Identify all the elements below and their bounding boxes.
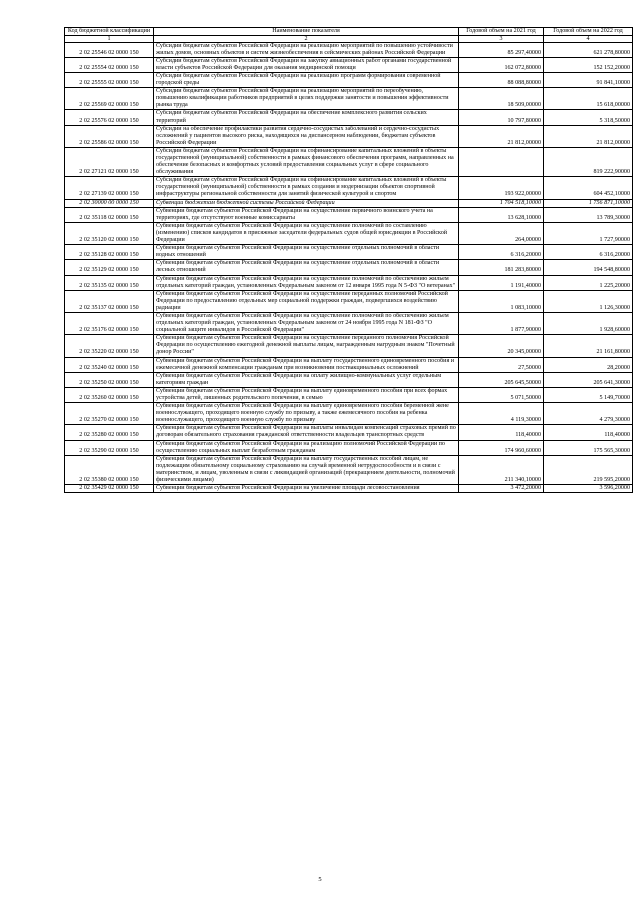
row-code: 2 02 27139 02 0000 150 <box>65 177 154 199</box>
row-name: Субвенции бюджетам субъектов Российской Федерации на осуществление отдельных полномочий в области водных отношений <box>154 245 459 260</box>
row-code: 2 02 25555 02 0000 150 <box>65 72 154 87</box>
value-2021: 1 083,10000 <box>459 290 544 312</box>
table-row <box>65 222 633 244</box>
value-2021: 118,40000 <box>459 425 544 440</box>
value-2021: 264,00000 <box>459 222 544 244</box>
row-name: Субвенции бюджетам субъектов Российской Федерации на осуществление полномочий по обеспечению жильем отдельных категорий граждан, установленных Федеральным законом от 12 января 1995 года N 5-ФЗ "О ветеранах" <box>154 275 459 290</box>
column-index: 2 <box>154 35 459 42</box>
value-2021: 174 960,60000 <box>459 440 544 455</box>
value-2021: 211 340,10000 <box>459 455 544 484</box>
value-2022: 5 318,50000 <box>544 110 633 125</box>
table-row <box>65 425 633 440</box>
value-2021 <box>459 147 544 176</box>
row-name: Субсидии бюджетам субъектов Российской Федерации на закупку авиационных работ органами государственной власти субъектов Российской Федерации для оказания медицинской помощи <box>154 57 459 72</box>
row-name: Субвенции бюджетам субъектов Российской Федерации на увеличение площади лесовосстановления <box>154 485 459 493</box>
row-name: Субвенции бюджетам субъектов Российской Федерации на осуществление отдельных полномочий в области лесных отношений <box>154 260 459 275</box>
page-number: 5 <box>318 876 322 883</box>
value-2021: 10 797,80000 <box>459 110 544 125</box>
row-code: 2 02 25569 02 0000 150 <box>65 88 154 110</box>
value-2022: 28,20000 <box>544 357 633 372</box>
table-row <box>65 440 633 455</box>
table-row <box>65 290 633 312</box>
table-row <box>65 147 633 176</box>
value-2021: 27,50000 <box>459 357 544 372</box>
row-name: Субсидии бюджетам субъектов Российской Федерации на софинансирование капитальных вложений в объекты государственной (муниципальной) собственности в рамках финансового обеспечения программ, направленных на обеспечение безопасных и комфортных условий предоставления социальных услуг в сфере социального обслуживания <box>154 147 459 176</box>
row-name: Субсидии бюджетам субъектов Российской Федерации на софинансирование капитальных вложений в объекты государственной (муниципальной) собственности в рамках создания и модернизации объектов спортивной инфраструктуры региональной собственности для занятий физической культурой и спортом <box>154 177 459 199</box>
table-row <box>65 485 633 493</box>
value-2022: 1 756 871,10000 <box>544 199 633 207</box>
value-2022: 91 841,10000 <box>544 72 633 87</box>
value-2022: 205 641,30000 <box>544 372 633 387</box>
table-row <box>65 372 633 387</box>
row-code: 2 02 35240 02 0000 150 <box>65 357 154 372</box>
value-2021: 6 316,20000 <box>459 245 544 260</box>
table-row <box>65 245 633 260</box>
table-row <box>65 403 633 425</box>
row-name: Субвенции бюджетам субъектов Российской Федерации на осуществление переданных полномочий Российской Федерации по предоставлению отдельных мер социальной поддержки граждан, подвергшихся воздействию радиации <box>154 290 459 312</box>
value-2022: 6 316,20000 <box>544 245 633 260</box>
table-row <box>65 455 633 484</box>
table-row <box>65 199 633 207</box>
value-2022: 1 225,20000 <box>544 275 633 290</box>
row-code: 2 02 35429 02 0000 150 <box>65 485 154 493</box>
row-code: 2 02 35250 02 0000 150 <box>65 372 154 387</box>
table-row <box>65 275 633 290</box>
value-2021: 193 922,00000 <box>459 177 544 199</box>
value-2022: 118,40000 <box>544 425 633 440</box>
row-name: Субсидии бюджетам субъектов Российской Федерации на реализацию мероприятий по переобучению, повышению квалификации работников предприятий в целях поддержки занятости и повышения эффективности рынка труда <box>154 88 459 110</box>
row-name: Субвенции бюджетам субъектов Российской Федерации на выплаты инвалидам компенсаций страховых премий по договорам обязательного страхования гражданской ответственности владельцев транспортных средств <box>154 425 459 440</box>
column-index: 3 <box>459 35 544 42</box>
column-index-row <box>65 35 633 42</box>
row-code: 2 02 30000 00 0000 150 <box>65 199 154 207</box>
value-2022: 13 789,30000 <box>544 207 633 222</box>
row-code: 2 02 35137 02 0000 150 <box>65 290 154 312</box>
table-row <box>65 260 633 275</box>
row-name: Субвенции бюджетам субъектов Российской Федерации на осуществление первичного воинского учета на территориях, где отсутствуют военные комиссариаты <box>154 207 459 222</box>
value-2022: 604 452,10000 <box>544 177 633 199</box>
row-code: 2 02 35220 02 0000 150 <box>65 335 154 357</box>
row-code: 2 02 35135 02 0000 150 <box>65 275 154 290</box>
row-name: Субвенции бюджетам субъектов Российской Федерации на выплату единовременного пособия беременной жене военнослужащего, проходящего военную службу по призыву, а также ежемесячного пособия на ребенка военнослужащего, проходящего военную службу по призыву <box>154 403 459 425</box>
row-code: 2 02 35129 02 0000 150 <box>65 260 154 275</box>
row-name: Субвенции бюджетам субъектов Российской Федерации на выплату единовременного пособия при всех формах устройства детей, лишенных родительского попечения, в семью <box>154 387 459 402</box>
value-2021: 13 628,10000 <box>459 207 544 222</box>
value-2022: 15 618,00000 <box>544 88 633 110</box>
value-2021: 5 071,50000 <box>459 387 544 402</box>
table-row <box>65 72 633 87</box>
row-name: Субвенции бюджетам субъектов Российской Федерации на реализацию полномочий Российской Федерации по осуществлению социальных выплат безработным гражданам <box>154 440 459 455</box>
value-2022: 219 595,20000 <box>544 455 633 484</box>
value-2021: 1 191,40000 <box>459 275 544 290</box>
column-index: 1 <box>65 35 154 42</box>
table-row <box>65 125 633 147</box>
row-code: 2 02 35118 02 0000 150 <box>65 207 154 222</box>
value-2022: 621 278,80000 <box>544 42 633 57</box>
value-2022: 1 727,90000 <box>544 222 633 244</box>
value-2021: 85 297,40000 <box>459 42 544 57</box>
value-2021: 21 812,00000 <box>459 125 544 147</box>
row-code: 2 02 25554 02 0000 150 <box>65 57 154 72</box>
table-row <box>65 42 633 57</box>
value-2022: 1 928,60000 <box>544 312 633 334</box>
table-row <box>65 57 633 72</box>
header-year-2022: Годовой объем на 2022 год <box>544 28 633 36</box>
row-code: 2 02 35380 02 0000 150 <box>65 455 154 484</box>
row-code: 2 02 35176 02 0000 150 <box>65 312 154 334</box>
value-2021: 3 472,20000 <box>459 485 544 493</box>
column-index: 4 <box>544 35 633 42</box>
table-row <box>65 357 633 372</box>
value-2021: 1 704 518,10000 <box>459 199 544 207</box>
row-code: 2 02 35270 02 0000 150 <box>65 403 154 425</box>
row-name: Субвенции бюджетам субъектов Российской Федерации на осуществление полномочий по составлению (изменению) списков кандидатов в присяжные заседатели федеральных судов общей юрисдикции в Российской Федерации <box>154 222 459 244</box>
row-code: 2 02 25576 02 0000 150 <box>65 110 154 125</box>
value-2022: 819 222,90000 <box>544 147 633 176</box>
row-name: Субвенции бюджетам субъектов Российской Федерации на выплату государственного единовременного пособия и ежемесячной денежной компенсации гражданам при возникновении поствакцинальных осложнений <box>154 357 459 372</box>
table-row <box>65 387 633 402</box>
row-code: 2 02 35280 02 0000 150 <box>65 425 154 440</box>
value-2022: 5 149,70000 <box>544 387 633 402</box>
table-row <box>65 207 633 222</box>
value-2022: 21 812,00000 <box>544 125 633 147</box>
value-2022: 4 279,30000 <box>544 403 633 425</box>
value-2021: 20 345,00000 <box>459 335 544 357</box>
row-code: 2 02 35120 02 0000 150 <box>65 222 154 244</box>
row-code: 2 02 27121 02 0000 150 <box>65 147 154 176</box>
value-2021: 4 119,30000 <box>459 403 544 425</box>
header-year-2021: Годовой объем на 2021 год <box>459 28 544 36</box>
row-code: 2 02 25546 02 0000 150 <box>65 42 154 57</box>
header-code: Код бюджетной классификации <box>65 28 154 36</box>
row-code: 2 02 25586 02 0000 150 <box>65 125 154 147</box>
row-name: Субвенции бюджетам субъектов Российской Федерации на осуществление полномочий по обеспечению жильем отдельных категорий граждан, установленных Федеральным законом от 24 ноября 1995 года N 181-ФЗ "О социальной защите инвалидов в Российской Федерации" <box>154 312 459 334</box>
row-name: Субсидии бюджетам субъектов Российской Федерации на обеспечение комплексного развития сельских территорий <box>154 110 459 125</box>
table-row <box>65 177 633 199</box>
value-2022: 3 596,20000 <box>544 485 633 493</box>
row-code: 2 02 35290 02 0000 150 <box>65 440 154 455</box>
value-2021: 181 283,80000 <box>459 260 544 275</box>
row-code: 2 02 35260 02 0000 150 <box>65 387 154 402</box>
value-2022: 194 548,80000 <box>544 260 633 275</box>
row-code: 2 02 35128 02 0000 150 <box>65 245 154 260</box>
value-2021: 1 877,90000 <box>459 312 544 334</box>
budget-table <box>64 27 633 493</box>
value-2021: 162 072,80000 <box>459 57 544 72</box>
table-row <box>65 88 633 110</box>
table-header-row <box>65 28 633 36</box>
row-name: Субвенции бюджетам субъектов Российской Федерации на осуществление переданного полномочия Российской Федерации по осуществлению ежегодной денежной выплаты лицам, награжденным нагрудным знаком "Почетный донор России" <box>154 335 459 357</box>
row-name: Субсидии бюджетам субъектов Российской Федерации на реализацию программ формирования современной городской среды <box>154 72 459 87</box>
table-body <box>65 42 633 493</box>
table-row <box>65 312 633 334</box>
row-name: Субвенции бюджетам субъектов Российской Федерации на оплату жилищно-коммунальных услуг отдельным категориям граждан <box>154 372 459 387</box>
row-name: Субвенции бюджетам субъектов Российской Федерации на выплату государственных пособий лицам, не подлежащим обязательному социальному страхованию на случай временной нетрудоспособности и в связи с материнством, и лицам, уволенным в связи с ликвидацией организаций (прекращением деятельности, полномочий физическими лицами) <box>154 455 459 484</box>
table-row <box>65 110 633 125</box>
header-name: Наименование показателя <box>154 28 459 36</box>
row-name: Субсидии бюджетам субъектов Российской Федерации на реализацию мероприятий по повышению устойчивости жилых домов, основных объектов и систем жизнеобеспечения в сейсмических районах Российской Федерации <box>154 42 459 57</box>
value-2021: 18 509,00000 <box>459 88 544 110</box>
value-2022: 1 126,30000 <box>544 290 633 312</box>
value-2022: 152 152,20000 <box>544 57 633 72</box>
value-2022: 21 161,80000 <box>544 335 633 357</box>
value-2022: 175 565,30000 <box>544 440 633 455</box>
value-2021: 88 088,80000 <box>459 72 544 87</box>
row-name: Субсидии на обеспечение профилактики развития сердечно-сосудистых заболеваний и сердечно-сосудистых осложнений у пациентов высокого риска, находящихся на диспансерном наблюдении, бюджетам субъектов Российской Федерации <box>154 125 459 147</box>
row-name: Субвенции бюджетам бюджетной системы Российской Федерации <box>154 199 459 207</box>
table-row <box>65 335 633 357</box>
value-2021: 205 645,50000 <box>459 372 544 387</box>
